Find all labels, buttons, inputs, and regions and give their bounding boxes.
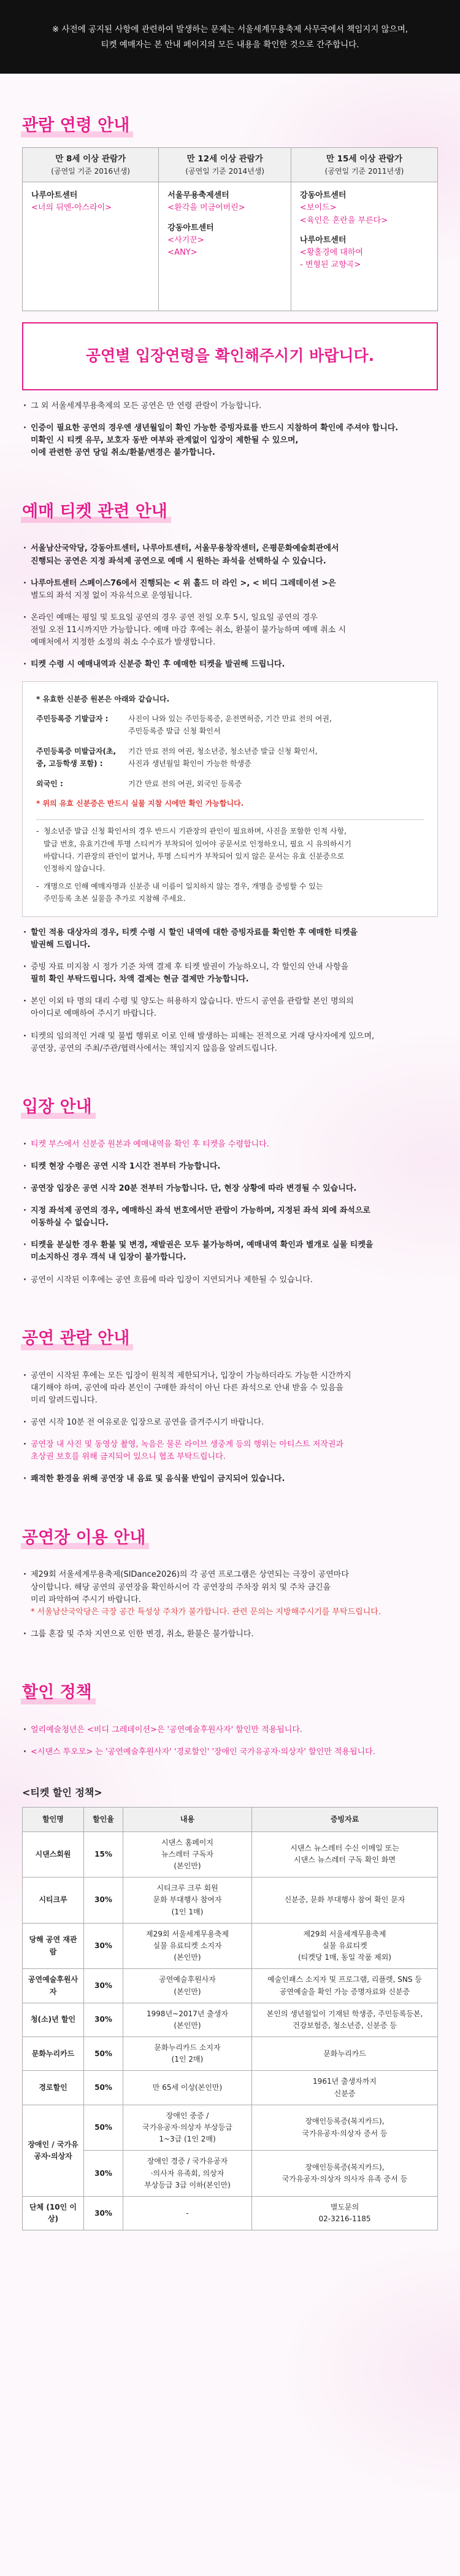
venue-name: 나루아트센터 bbox=[31, 191, 78, 201]
discount-content-line: 1~3급 (1인 2매) bbox=[159, 2135, 216, 2144]
bullet-item bbox=[22, 1239, 438, 1264]
discount-proof bbox=[252, 2196, 438, 2230]
discount-proof-line: 국가유공자·의상자 의사자 유족 증서 등 bbox=[282, 2175, 408, 2184]
bullet-item bbox=[22, 1031, 438, 1055]
discount-rate: 50% bbox=[84, 2071, 123, 2105]
discount-content bbox=[123, 2003, 252, 2036]
discount-proof-line: 02-3216-1185 bbox=[318, 2214, 371, 2224]
discount-bullets bbox=[22, 1724, 438, 1758]
bullet-line: · 본인 이외 타 명의 대리 수령 및 양도는 허용하지 않습니다. 반드시 공연을 관람할 본인 명의의 bbox=[31, 997, 354, 1007]
bullet-item bbox=[22, 1370, 438, 1407]
bullet-line: · <시댄스 투오모> 는 '공연예술후원사자' '경로할인' '장애인 국가유공자·의상자' 할인만 적용됩니다. bbox=[31, 1747, 375, 1757]
bullet-line: 필히 확인 부탁드립니다. 차액 결제는 현금 결제만 가능합니다. bbox=[31, 975, 249, 984]
bullet-line: · 얼리예술청년은 <비디 그레데이션>은 '공연예술후원사자' 할인만 적용됩니다. bbox=[31, 1725, 303, 1735]
bullet-line: · 인증이 필요한 공연의 경우엔 생년월일이 확인 가능한 증빙자료를 반드시 지참하여 확인에 주셔야 합니다. bbox=[31, 424, 399, 433]
discount-content-line: (본인만) bbox=[174, 1862, 201, 1871]
discount-content-line: 제29회 서울세계무용축제 bbox=[145, 1929, 229, 1938]
bullet-line: · 그룹 혼잡 및 주차 지연으로 인한 변경, 취소, 환불은 불가합니다. bbox=[31, 1629, 254, 1639]
id-doc-value: 기간 만료 전의 여권, 외국인 등록증 bbox=[128, 779, 242, 788]
bullet-line: · 공연장 내 사진 및 동영상 촬영, 녹음은 물론 라이브 생중계 등의 행위는 아티스트 저작권과 bbox=[31, 1440, 343, 1450]
bullet-item bbox=[22, 422, 438, 459]
discount-content bbox=[123, 2071, 252, 2105]
discount-proof-line: 별도문의 bbox=[330, 2202, 359, 2211]
ticket-bullets bbox=[22, 543, 438, 671]
discount-column-header: 증빙자료 bbox=[252, 1808, 438, 1832]
age-column-cell bbox=[23, 182, 159, 311]
age-header-label: 만 15세 이상 관람가 bbox=[326, 153, 403, 164]
discount-content-line: (본인만) bbox=[174, 1953, 201, 1962]
performance-link[interactable]: <보이드> bbox=[300, 203, 337, 213]
bullet-line: · 공연이 시작된 이후에는 공연 흐름에 따라 입장이 지연되거나 제한될 수 있습니다. bbox=[31, 1275, 313, 1285]
id-doc-note-line: - 청소년증 발급 신청 확인서의 경우 반드시 기관장의 관인이 필요하며, 사진을 포함한 인적 사항, bbox=[44, 827, 347, 836]
discount-rate: 50% bbox=[84, 2105, 123, 2151]
bullet-line: · 할인 적용 대상자의 경우, 티켓 수령 시 할인 내역에 대한 증빙자료를 확인한 후 예매한 티켓을 bbox=[31, 927, 358, 937]
discount-content-line: (1인 2매) bbox=[171, 2055, 204, 2064]
age-header-basis: (공연일 기준 2014년생) bbox=[185, 166, 264, 176]
id-doc-values bbox=[128, 745, 424, 770]
id-doc-note-line: - 개명으로 인해 예매자명과 신분증 내 이름이 일치하지 않는 경우, 개명을 증빙할 수 있는 bbox=[44, 881, 323, 891]
discount-rate: 50% bbox=[84, 2037, 123, 2071]
ticket-section-title: 예매 티켓 관련 안내 bbox=[22, 499, 167, 525]
discount-name: 경로할인 bbox=[23, 2071, 84, 2105]
discount-rate: 30% bbox=[84, 2003, 123, 2036]
discount-rate: 15% bbox=[84, 1831, 123, 1878]
bullet-line: 예매처에서 지정한 소정의 취소 수수료가 발생합니다. bbox=[31, 638, 216, 648]
bullet-item bbox=[22, 1746, 438, 1758]
bullet-line: 초상권 보호를 위해 금지되어 있으니 협조 부탁드립니다. bbox=[31, 1452, 226, 1462]
venue-name: 나루아트센터 bbox=[300, 235, 347, 245]
discount-content bbox=[123, 1969, 252, 2003]
id-doc-category: 주민등록증 기발급자 : bbox=[36, 714, 109, 723]
venue-name: 서울무용축제센터 bbox=[167, 191, 229, 201]
id-document-box bbox=[22, 681, 438, 917]
age-header-label: 만 12세 이상 관람가 bbox=[186, 153, 263, 164]
bullet-item bbox=[22, 961, 438, 986]
discount-content-line: 문화누리카드 소지자 bbox=[154, 2043, 221, 2052]
discount-proof-line: 1961년 출생자까지 bbox=[313, 2077, 377, 2086]
discount-content-line: - bbox=[186, 2208, 189, 2218]
discount-proof bbox=[252, 2003, 438, 2036]
id-doc-value: 사진이 나와 있는 주민등록증, 운전면허증, 기간 만료 전의 여권, bbox=[128, 714, 332, 723]
performance-link[interactable]: - 변형된 교향곡> bbox=[300, 260, 361, 269]
discount-row bbox=[23, 1831, 438, 1878]
discount-rate: 30% bbox=[84, 1969, 123, 2003]
discount-proof-line: 실물 유료티켓 bbox=[322, 1941, 367, 1950]
discount-table-title: <티켓 할인 정책> bbox=[22, 1787, 102, 1799]
performance-link[interactable]: <사기꾼> bbox=[167, 235, 204, 245]
discount-content-line: 문화 부대행사 참여자 bbox=[153, 1895, 222, 1905]
bullet-line: 별도의 좌석 지정 없이 자유석으로 운영됩니다. bbox=[31, 590, 193, 600]
bullet-item bbox=[22, 1473, 438, 1485]
notice-line-1: ※ 사전에 공지된 사항에 관련하여 발생하는 문제는 서울세계무용축제 사무국에서 책임지지 않으며, bbox=[52, 25, 408, 34]
id-doc-values bbox=[128, 713, 424, 738]
bullet-item bbox=[22, 1628, 438, 1641]
bullet-line: · 티켓을 분실한 경우 환불 및 변경, 재발권은 모두 불가능하며, 예매내역 확인과 별개로 실물 티켓을 bbox=[31, 1240, 374, 1250]
bullet-item bbox=[22, 1417, 438, 1429]
age-section-title: 관람 연령 안내 bbox=[22, 113, 129, 139]
bullet-line: 진행되는 공연은 지정 좌석제 공연으로 예매 시 원하는 좌석을 선택하실 수 있습니다. bbox=[31, 556, 326, 566]
performance-link[interactable]: <환각을 머금어버린> bbox=[167, 203, 245, 213]
discount-content-line: 시댄스 홈페이지 bbox=[161, 1838, 213, 1847]
discount-proof-line: 장애인등록증(복지카드), bbox=[305, 2117, 385, 2126]
age-header-basis: (공연일 기준 2016년생) bbox=[51, 166, 130, 176]
id-doc-category: 주민등록증 미발급자(초, 중, 고등학생 포함) : bbox=[36, 746, 117, 768]
notice-line-2: 티켓 예매자는 본 안내 페이지의 모든 내용을 확인한 것으로 간주합니다. bbox=[101, 39, 359, 50]
notice-banner bbox=[0, 0, 460, 74]
discount-content-line: 실물 유료티켓 소지자 bbox=[153, 1941, 222, 1950]
ticket-bullets-2 bbox=[22, 927, 438, 1055]
id-doc-value: 기간 만료 전의 여권, 청소년증, 청소년증 발급 신청 확인서, bbox=[128, 746, 318, 756]
bullet-item bbox=[22, 927, 438, 951]
discount-column-header: 할인율 bbox=[84, 1808, 123, 1832]
age-callout: 공연별 입장연령을 확인해주시기 바랍니다. bbox=[22, 322, 438, 390]
venue-name: 강동아트센터 bbox=[300, 191, 347, 201]
discount-content bbox=[123, 2105, 252, 2151]
discount-name: 시티크루 bbox=[23, 1878, 84, 1924]
id-doc-warning: * 위의 유효 신분증은 반드시 실물 지참 시에만 확인 가능합니다. bbox=[36, 799, 244, 808]
discount-content bbox=[123, 2151, 252, 2197]
performance-link[interactable]: <ANY> bbox=[167, 247, 197, 257]
bullet-item bbox=[22, 659, 438, 671]
discount-proof-line: 국가유공자·의상자 증서 등 bbox=[302, 2129, 388, 2138]
bullet-item bbox=[22, 578, 438, 602]
performance-link[interactable]: <육인은 혼란을 부른다> bbox=[300, 215, 388, 225]
discount-content bbox=[123, 2196, 252, 2230]
bullet-line: · 티켓 부스에서 신분증 원본과 예매내역을 확인 후 티켓을 수령합니다. bbox=[31, 1139, 269, 1149]
entry-bullets bbox=[22, 1139, 438, 1286]
age-table bbox=[22, 147, 438, 312]
bullet-note: * 서울남산국악당은 극장 공간 특성상 주차가 불가합니다. 관련 문의는 지방해주시기를 부탁드립니다. bbox=[31, 1607, 381, 1617]
id-doc-note-line: 주민등록 초본 실물을 추가로 지참해 주세요. bbox=[44, 894, 186, 903]
watch-section-title: 공연 관람 안내 bbox=[22, 1326, 129, 1352]
bullet-item bbox=[22, 543, 438, 567]
bullet-item bbox=[22, 400, 438, 412]
bullet-line: 발권해 드립니다. bbox=[31, 940, 91, 950]
id-doc-note bbox=[36, 880, 424, 905]
bullet-item bbox=[22, 1569, 438, 1619]
bullet-line: · 공연장 입장은 공연 시작 20분 전부터 가능합니다. 단, 현장 상황에 따라 변경될 수 있습니다. bbox=[31, 1183, 357, 1193]
bullet-line: · 그 외 서울세계무용축제의 모든 공연은 만 연령 관람이 가능합니다. bbox=[31, 401, 262, 411]
discount-name: 시댄스회원 bbox=[23, 1831, 84, 1878]
age-column-header bbox=[291, 147, 438, 182]
discount-rate: 30% bbox=[84, 2151, 123, 2197]
watch-bullets bbox=[22, 1370, 438, 1486]
discount-row bbox=[23, 2196, 438, 2230]
id-doc-row bbox=[36, 713, 424, 738]
discount-proof-line: 장애인등록증(복지카드), bbox=[305, 2162, 385, 2172]
bullet-item bbox=[22, 1183, 438, 1195]
age-column-cell bbox=[159, 182, 291, 311]
discount-rate: 30% bbox=[84, 1923, 123, 1969]
discount-row bbox=[23, 2003, 438, 2036]
discount-row bbox=[23, 2071, 438, 2105]
bullet-line: 미리 알려드립니다. bbox=[31, 1395, 98, 1405]
discount-rate: 30% bbox=[84, 1878, 123, 1924]
bullet-line: 미소지하신 경우 객석 내 입장이 불가합니다. bbox=[31, 1253, 186, 1263]
discount-proof-line: 신분증, 문화 부대행사 참여 확인 문자 bbox=[284, 1895, 405, 1905]
discount-proof-line: 시댄스 뉴스레터 수신 이메일 또는 bbox=[290, 1844, 399, 1853]
discount-name: 단체 (10인 이상) bbox=[23, 2196, 84, 2230]
bullet-line: 아이디로 예매하여 주시기 바랍니다. bbox=[31, 1009, 156, 1019]
spacer bbox=[167, 215, 282, 222]
discount-content-line: 부상등급 3급 이하(본인만) bbox=[144, 2180, 231, 2189]
bullet-line: · 온라인 예매는 평일 및 토요일 공연의 경우 공연 전일 오후 5시, 일요일 공연의 경우 bbox=[31, 613, 318, 623]
bullet-line: · 티켓의 임의적인 거래 및 불법 행위로 이로 인해 발생하는 피해는 전적으로 거래 당사자에게 있으며, bbox=[31, 1031, 375, 1041]
age-column-header bbox=[159, 147, 291, 182]
discount-content-line: 만 65세 이상(본인만) bbox=[152, 2083, 223, 2092]
bullet-line: 상이합니다. 해당 공연의 공연장을 확인하시어 각 공연장의 주차장 위치 및 주차 금긴을 bbox=[31, 1582, 331, 1592]
id-doc-value: 사진과 생년월일 확인이 가능한 학생증 bbox=[128, 759, 251, 768]
bullet-line: 공연장, 공연의 주최/주관/협력사에서는 책임지지 않음을 알려드립니다. bbox=[31, 1043, 277, 1053]
discount-content-line: 공연예술후원사자 bbox=[159, 1975, 216, 1984]
bullet-line: 미확인 시 티켓 유무, 보호자 동반 여부와 관계없이 입장이 제한될 수 있으며, bbox=[31, 436, 299, 446]
discount-content bbox=[123, 1878, 252, 1924]
id-doc-note-line: 발급 번호, 유효기간에 투명 스티커가 부착되어 있어야 공문서로 인정하오니, 필요 시 유의하시기 bbox=[44, 839, 351, 848]
discount-content-line: 국가유공자·의상자 부상등급 bbox=[142, 2123, 232, 2132]
discount-row bbox=[23, 1923, 438, 1969]
discount-content-line: 장애인 경증 / 국가유공자 bbox=[147, 2157, 228, 2166]
bullet-line: · 티켓 수령 시 예매내역과 신분증 확인 후 예매한 티켓을 발권해 드립니다. bbox=[31, 660, 285, 670]
discount-proof bbox=[252, 1831, 438, 1878]
bullet-line: · 지정 좌석제 공연의 경우, 예매하신 좌석 번호에서만 관람이 가능하며, 지정된 좌석 외에 좌석으로 bbox=[31, 1206, 370, 1216]
entry-section-title: 입장 안내 bbox=[22, 1094, 92, 1120]
id-doc-intro: * 유효한 신분증 원본은 아래와 같습니다. bbox=[36, 694, 170, 703]
bullet-item bbox=[22, 996, 438, 1020]
age-bullets bbox=[22, 400, 438, 460]
discount-proof bbox=[252, 2037, 438, 2071]
discount-content bbox=[123, 1831, 252, 1878]
discount-rate: 30% bbox=[84, 2196, 123, 2230]
discount-name: 장애인 / 국가유공자·의상자 bbox=[23, 2105, 84, 2196]
discount-name: 문화누리카드 bbox=[23, 2037, 84, 2071]
id-doc-note bbox=[36, 825, 424, 875]
bullet-item bbox=[22, 1724, 438, 1736]
discount-proof-line: 건강보험증, 청소년증, 신분증 등 bbox=[293, 2021, 397, 2030]
bullet-item bbox=[22, 1139, 438, 1151]
discount-proof bbox=[252, 1878, 438, 1924]
discount-column-header: 내용 bbox=[123, 1808, 252, 1832]
id-doc-row bbox=[36, 745, 424, 770]
discount-content bbox=[123, 1923, 252, 1969]
bullet-item bbox=[22, 612, 438, 649]
discount-content-line: (본인만) bbox=[174, 1987, 201, 1996]
bullet-line: · 티켓 현장 수령은 공연 시작 1시간 전부터 가능합니다. bbox=[31, 1161, 221, 1171]
discount-proof-line: 제29회 서울세계무용축제 bbox=[303, 1929, 386, 1938]
discount-content-line: 시티크루 크루 회원 bbox=[156, 1884, 218, 1893]
bullet-line: · 공연 시작 10분 전 여유로운 입장으로 공연을 즐겨주시기 바랍니다. bbox=[31, 1418, 264, 1428]
venue-bullets bbox=[22, 1569, 438, 1641]
age-column-cell bbox=[291, 182, 438, 311]
discount-proof bbox=[252, 2105, 438, 2151]
id-doc-value: 주민등록증 발급 신청 확인서 bbox=[128, 727, 221, 736]
discount-content-line: 장애인 중증 / bbox=[166, 2111, 209, 2120]
discount-row bbox=[23, 1878, 438, 1924]
discount-proof bbox=[252, 2071, 438, 2105]
discount-name: 공연예술후원사자 bbox=[23, 1969, 84, 2003]
discount-name: 당해 공연 재관람 bbox=[23, 1923, 84, 1969]
bullet-item bbox=[22, 1439, 438, 1463]
bullet-line: 이에 관련한 공연 당일 취소/환불/변경은 불가합니다. bbox=[31, 448, 215, 458]
bullet-item bbox=[22, 1274, 438, 1286]
discount-proof-line: 신분증 bbox=[334, 2089, 356, 2098]
discount-proof-line: 문화누리카드 bbox=[323, 2049, 366, 2058]
id-doc-values bbox=[128, 778, 424, 790]
discount-proof bbox=[252, 1923, 438, 1969]
bullet-line: · 나루아트센터 스페이스76에서 진행되는 < 위 홀드 더 라인 >, < 비디 그레데이션 >은 bbox=[31, 578, 336, 588]
bullet-line: · 제29회 서울세계무용축제(SIDance2026)의 각 공연 프로그램은 상연되는 극장이 공연마다 bbox=[31, 1570, 349, 1580]
discount-proof-line: 시댄스 뉴스레터 구독 확인 화면 bbox=[294, 1855, 396, 1865]
discount-content-line: 뉴스레터 구독자 bbox=[161, 1849, 213, 1859]
age-header-label: 만 8세 이상 관람가 bbox=[55, 153, 126, 164]
discount-proof bbox=[252, 2151, 438, 2197]
bullet-line: 이동하실 수 없습니다. bbox=[31, 1218, 109, 1228]
discount-proof bbox=[252, 1969, 438, 2003]
id-doc-note-line: 바랍니다. 기관장의 관인이 없거나, 투명 스티커가 부착되어 있지 않은 문서는 유효 신분증으로 bbox=[44, 852, 345, 861]
discount-content-line: ·의사자 유족회, 의상자 bbox=[150, 2168, 224, 2178]
bullet-line: · 증빙 자료 미지참 시 정가 기준 차액 결제 후 티켓 발권이 가능하오니, 각 할인의 안내 사항을 bbox=[31, 962, 349, 972]
bullet-item bbox=[22, 1205, 438, 1229]
discount-row bbox=[23, 2037, 438, 2071]
discount-content-line: 1998년~2017년 출생자 bbox=[147, 2009, 228, 2018]
age-header-basis: (공연일 기준 2011년생) bbox=[324, 166, 404, 176]
id-doc-category: 외국인 : bbox=[36, 779, 63, 788]
bullet-line: 대기해야 하며, 공연에 따라 본인이 구매한 좌석이 아닌 다른 좌석으로 안내 받을 수 있음을 bbox=[31, 1383, 343, 1393]
discount-table bbox=[22, 1807, 438, 2230]
discount-proof-line: (티켓당 1매, 동일 작품 제외) bbox=[298, 1953, 391, 1962]
bullet-line: · 쾌적한 환경을 위해 공연장 내 음료 및 음식물 반입이 금지되어 있습니다. bbox=[31, 1474, 285, 1484]
bullet-item bbox=[22, 1161, 438, 1173]
id-doc-note-line: 인정하지 않습니다. bbox=[44, 864, 105, 873]
discount-row bbox=[23, 2151, 438, 2197]
discount-proof-line: 예술인패스 소지자 및 프로그램, 리플렛, SNS 등 bbox=[267, 1975, 422, 1984]
discount-content bbox=[123, 2037, 252, 2071]
discount-section-title: 할인 정책 bbox=[22, 1680, 92, 1706]
spacer bbox=[300, 227, 429, 234]
bullet-line: · 서울남산국악당, 강동아트센터, 나루아트센터, 서울무용창작센터, 은평문화예술회관에서 bbox=[31, 544, 339, 554]
discount-proof-line: 공연예술을 확인 가능 증명자료와 신분증 bbox=[279, 1987, 410, 1996]
venue-name: 강동아트센터 bbox=[167, 223, 214, 233]
venue-section-title: 공연장 이용 안내 bbox=[22, 1525, 145, 1551]
discount-row bbox=[23, 1969, 438, 2003]
discount-content-line: (본인만) bbox=[174, 2021, 201, 2030]
discount-name: 청(소)년 할인 bbox=[23, 2003, 84, 2036]
performance-link[interactable]: <너의 뒤엔-아스라이> bbox=[31, 203, 112, 213]
performance-link[interactable]: <황홀경에 대하여 bbox=[300, 247, 363, 257]
discount-row bbox=[23, 2105, 438, 2151]
discount-content-line: (1인 1매) bbox=[171, 1907, 204, 1916]
bullet-line: 전일 오전 11시까지만 가능합니다. 예매 마감 후에는 취소, 환불이 불가능하며 예매 취소 시 bbox=[31, 625, 346, 635]
discount-proof-line: 본인의 생년월일이 기재된 학생증, 주민등록등본, bbox=[266, 2009, 423, 2018]
discount-column-header: 할인명 bbox=[23, 1808, 84, 1832]
id-doc-row bbox=[36, 778, 424, 790]
age-column-header bbox=[23, 147, 159, 182]
bullet-line: 미리 파악하여 주시기 바랍니다. bbox=[31, 1595, 141, 1604]
bullet-line: · 공연이 시작된 후에는 모든 입장이 원칙적 제한되거나, 입장이 가능하더라도 가능한 시간까지 bbox=[31, 1371, 351, 1380]
